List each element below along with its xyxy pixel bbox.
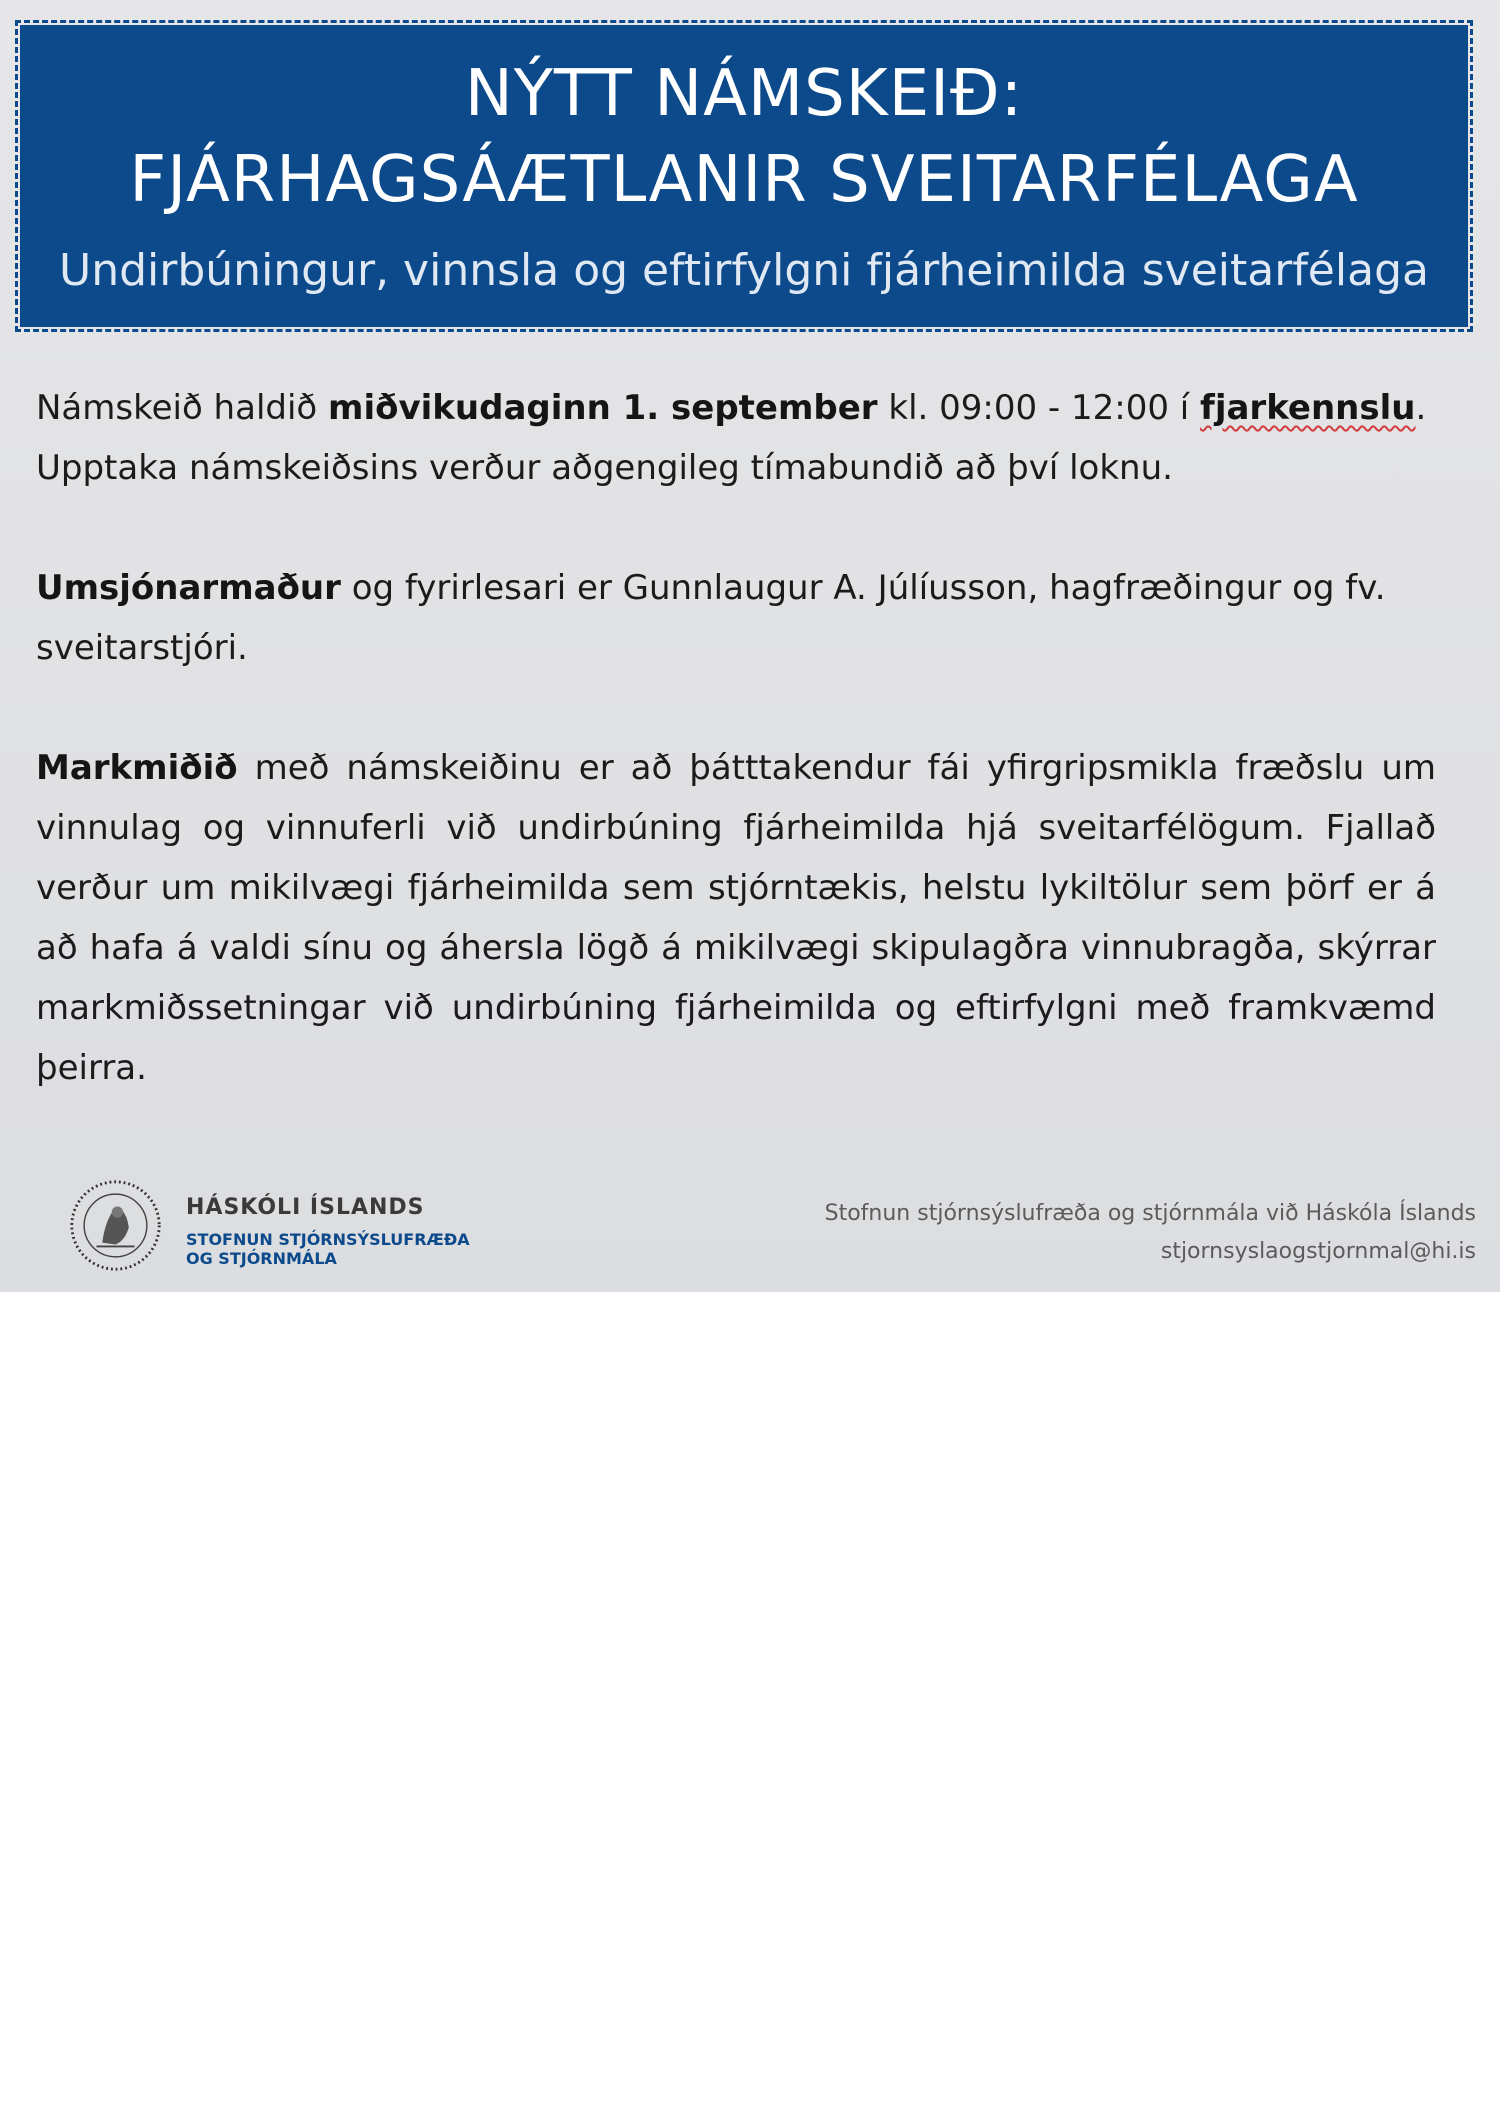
- paragraph-schedule: [36, 378, 1436, 498]
- schedule-period: .: [1415, 388, 1427, 428]
- university-seal-logo: [68, 1178, 163, 1273]
- goal-label: Markmiðið: [36, 748, 238, 788]
- department-line1: STOFNUN STJÓRNSÝSLUFRÆÐA: [186, 1230, 470, 1249]
- banner-title-line2: FJÁRHAGSÁÆTLANIR SVEITARFÉLAGA: [129, 143, 1359, 217]
- footer-email[interactable]: stjornsyslaogstjornmal@hi.is: [1160, 1239, 1476, 1264]
- university-name: HÁSKÓLI ÍSLANDS: [186, 1195, 425, 1220]
- footer-contact: [825, 1195, 1476, 1271]
- banner-title-line1: NÝTT NÁMSKEIÐ:: [464, 57, 1024, 131]
- department-name: [186, 1230, 470, 1268]
- instructor-label: Umsjónarmaður: [36, 568, 341, 608]
- institution-name: [186, 1195, 470, 1268]
- banner-subtitle: Undirbúningur, vinnsla og eftirfylgni fjárheimilda sveitarfélaga: [59, 245, 1429, 296]
- schedule-format: fjarkennslu: [1200, 388, 1416, 428]
- paragraph-goal: [36, 738, 1436, 1098]
- title-banner: [20, 25, 1468, 327]
- schedule-date: miðvikudaginn 1. september: [328, 388, 878, 428]
- body-text: [36, 378, 1436, 1158]
- footer-institute: Stofnun stjórnsýslufræða og stjórnmála við Háskóla Íslands: [824, 1201, 1476, 1226]
- goal-text: með námskeiðinu er að þátttakendur fái yfirgripsmikla fræðslu um vinnulag og vinnuferli við undirbúning fjárheimilda hjá sveitarfélögum. Fjallað verður um mikilvægi fjárheimilda sem stjórntækis, helstu lykiltölur sem þörf er á að hafa á valdi sínu og áhersla lögð á mikilvægi skipulagðra vinnubragða, skýrrar markmiðssetningar við undirbúning fjárheimilda og eftirfylgni með framkvæmd þeirra.: [36, 748, 1436, 1088]
- paragraph-instructor: [36, 558, 1436, 678]
- instructor-text: og fyrirlesari er Gunnlaugur A. Júlíusson, hagfræðingur og fv. sveitarstjóri.: [36, 568, 1386, 668]
- schedule-time: kl. 09:00 - 12:00 í: [877, 388, 1201, 428]
- recording-note: Upptaka námskeiðsins verður aðgengileg tímabundið að því loknu.: [36, 448, 1173, 488]
- department-line2: OG STJÓRNMÁLA: [186, 1249, 337, 1268]
- schedule-text: Námskeið haldið: [36, 388, 329, 428]
